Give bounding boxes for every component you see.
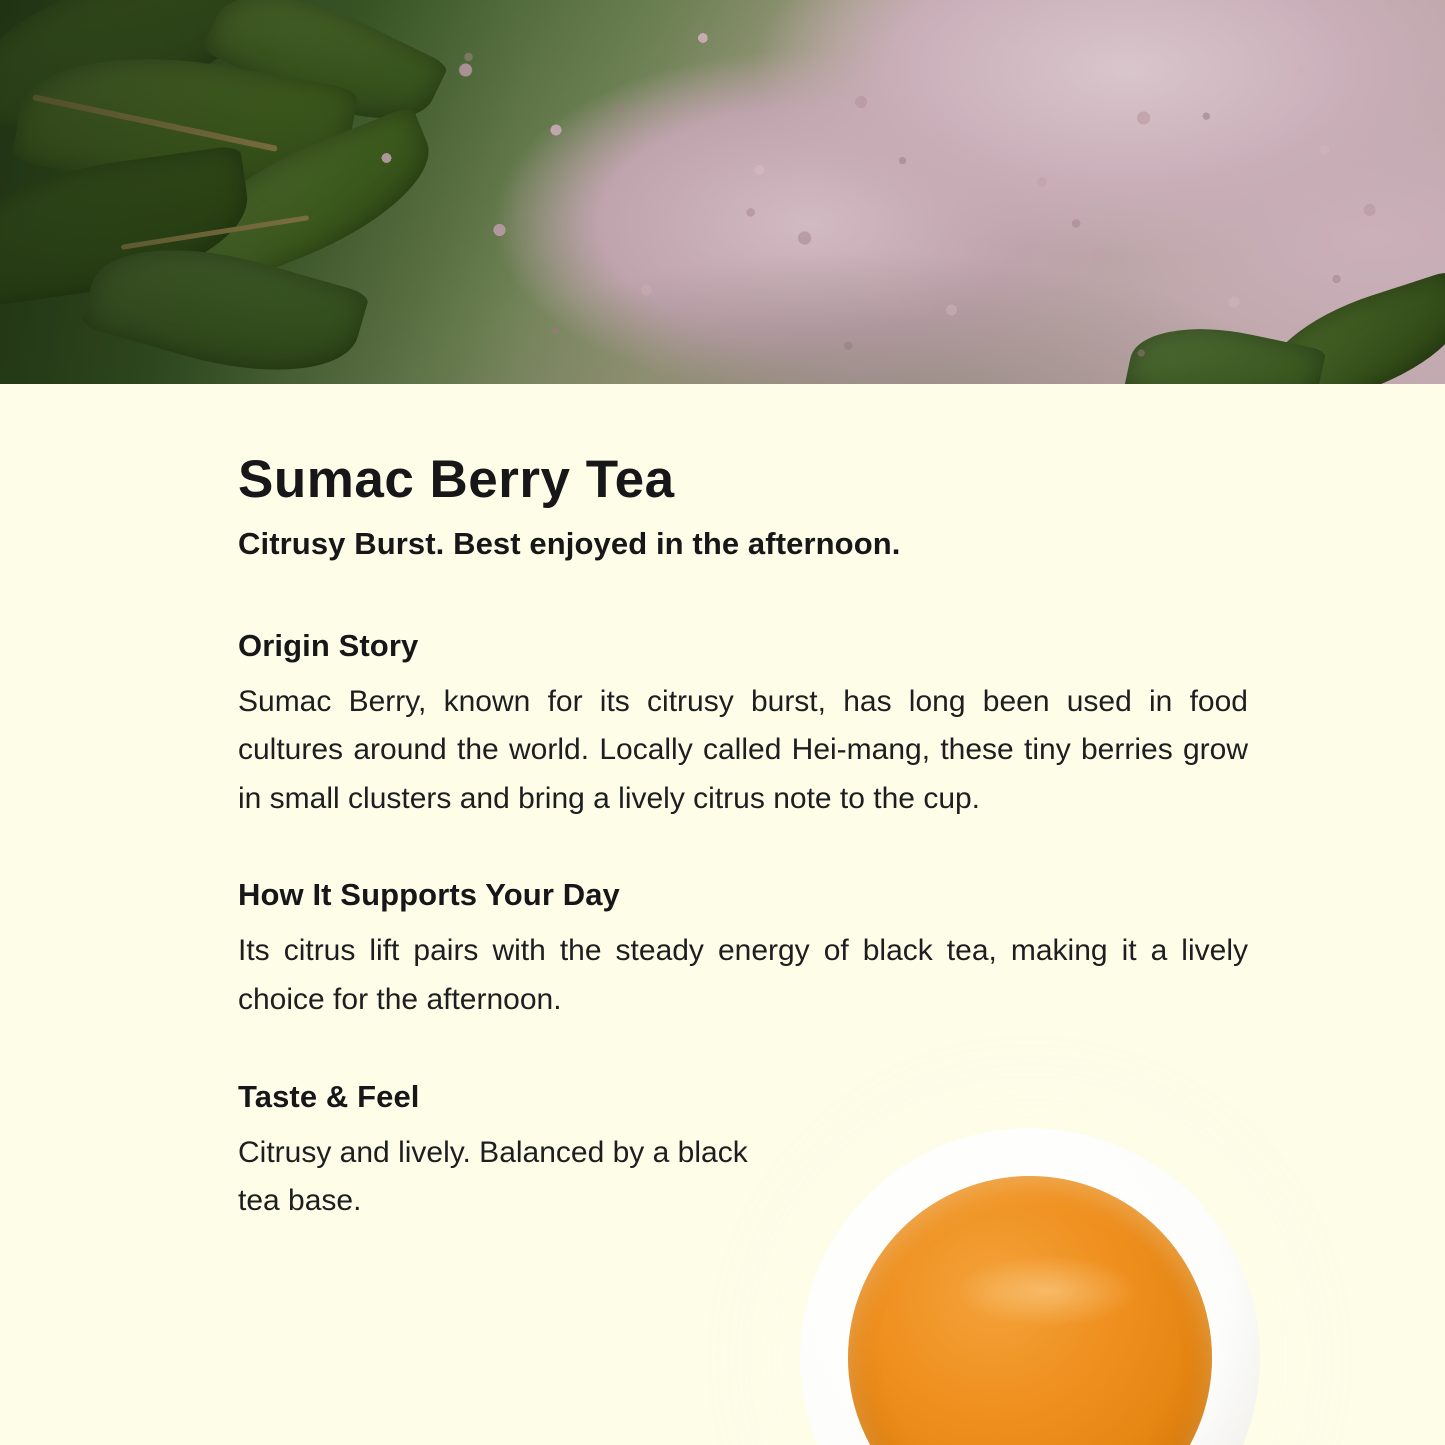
section-supports-your-day [238,877,1248,1024]
hero-shading-overlay [0,0,1445,384]
section-taste-and-feel-heading: Taste & Feel [238,1078,420,1114]
cup-rim [800,1128,1260,1445]
section-origin-story-heading: Origin Story [238,627,419,663]
section-taste-and-feel-body: Citrusy and lively. Balanced by a black tea base. [238,1135,748,1218]
product-subtitle: Citrusy Burst. Best enjoyed in the afternoon. [238,525,901,561]
section-supports-your-day-body: Its citrus lift pairs with the steady energy of black tea, making it a lively choice for the afternoon. [238,934,1248,1017]
section-origin-story [238,628,1248,824]
tea-liquid [848,1176,1212,1445]
tea-surface-highlight [958,1256,1138,1326]
section-supports-your-day-heading: How It Supports Your Day [238,877,620,913]
tea-cup-image [800,1128,1270,1445]
section-origin-story-body: Sumac Berry, known for its citrusy burst, has long been used in food cultures around the world. Locally called Hei-mang, these tiny berries grow in small clusters and bring a lively citrus note to the cup. [238,684,1248,815]
content-area [238,452,1248,1226]
page-title: Sumac Berry Tea [238,450,675,509]
hero-image-sumac-berries [0,0,1445,384]
